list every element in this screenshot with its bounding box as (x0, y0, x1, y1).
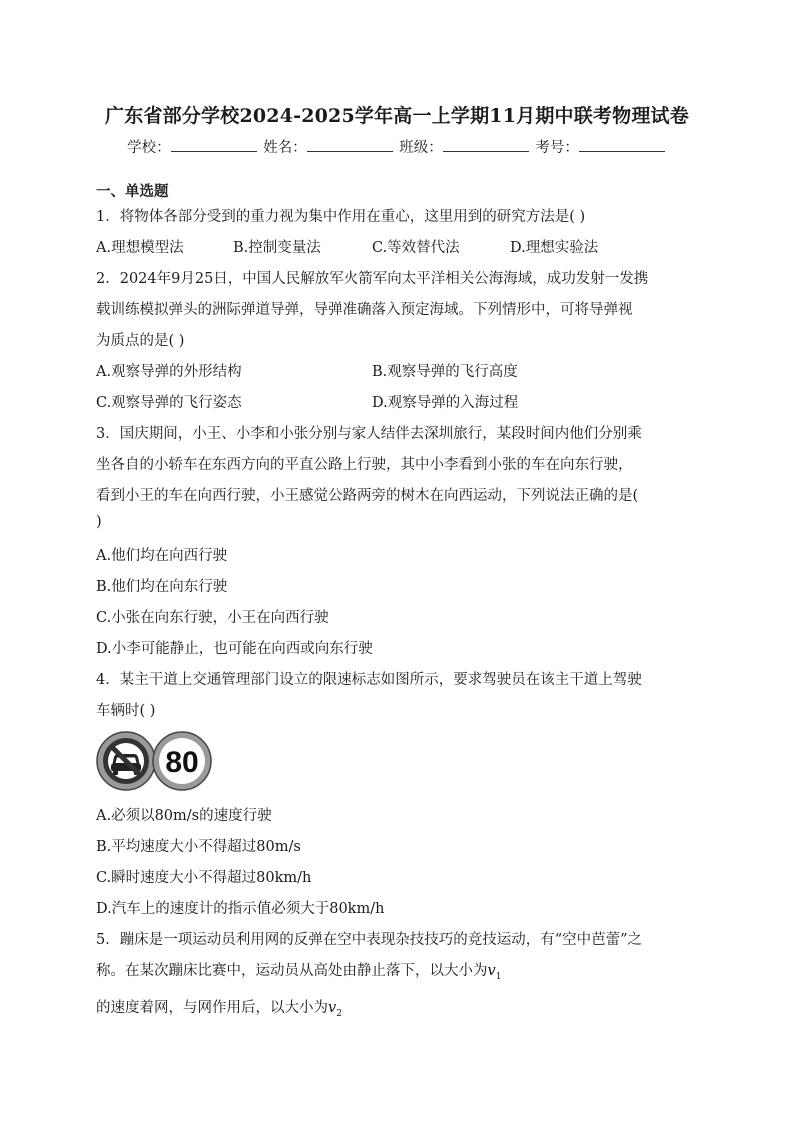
q1-stem: 1．将物体各部分受到的重力视为集中作用在重心，这里用到的研究方法是( ) (96, 209, 586, 225)
q3-line-2: 坐各自的小轿车在东西方向的平直公路上行驶，其中小李看到小张的车在向东行驶， (96, 457, 633, 473)
q3-option-b: B.他们均在向东行驶 (96, 579, 228, 595)
q5-line-2-text: 称。在某次蹦床比赛中，运动员从高处由静止落下，以大小为 (96, 963, 488, 979)
q3-option-a: A.他们均在向西行驶 (96, 548, 228, 564)
q4-option-a: A.必须以80m/s的速度行驶 (96, 808, 272, 824)
q2-option-d: D.观察导弹的入海过程 (372, 395, 519, 411)
q1-option-d: D.理想实验法 (510, 240, 599, 256)
q4-option-c: C.瞬时速度大小不得超过80km/h (96, 870, 312, 886)
q4-line-1: 4．某主干道上交通管理部门设立的限速标志如图所示，要求驾驶员在该主干道上驾驶 (96, 672, 642, 688)
class-blank (443, 138, 529, 152)
q2-line-3: 为质点的是( ) (96, 333, 185, 349)
school-blank (171, 138, 257, 152)
q3-line-3: 看到小王的车在向西行驶，小王感觉公路两旁的树木在向西运动，下列说法正确的是( (96, 488, 639, 504)
q5-v1-subscript: 1 (495, 971, 502, 982)
q1-option-a: A.理想模型法 (96, 240, 184, 256)
number-label: 考号： (535, 140, 579, 156)
speed-limit-sign-icon (153, 732, 211, 790)
class-label: 班级： (399, 140, 443, 156)
traffic-sign-figure (96, 730, 216, 792)
q3-line-4: ) (96, 514, 102, 530)
q3-option-c: C.小张在向东行驶，小王在向西行驶 (96, 610, 329, 626)
no-car-sign-icon (97, 732, 155, 790)
name-blank (307, 138, 393, 152)
q5-v1-symbol: v (487, 963, 496, 979)
q5-v2-symbol: v (328, 1000, 337, 1016)
speed-limit-number: 80 (165, 746, 199, 779)
number-blank (579, 138, 665, 152)
q5-line-1: 5．蹦床是一项运动员利用网的反弹在空中表现杂技技巧的竞技运动，有“空中芭蕾”之 (96, 932, 643, 948)
q2-option-c: C.观察导弹的飞行姿态 (96, 395, 242, 411)
q4-option-d: D.汽车上的速度计的指示值必须大于80km/h (96, 901, 385, 917)
page-title: 广东省部分学校2024-2025学年高一上学期11月期中联考物理试卷 (105, 105, 689, 127)
q2-line-2: 载训练模拟弹头的洲际弹道导弹，导弹准确落入预定海域。下列情形中，可将导弹视 (96, 302, 633, 318)
q1-option-b: B.控制变量法 (233, 240, 321, 256)
q5-line-3 (96, 996, 342, 1019)
q4-line-2: 车辆时( ) (96, 703, 156, 719)
student-info-row (0, 136, 794, 157)
name-label: 姓名： (263, 140, 307, 156)
q2-option-b: B.观察导弹的飞行高度 (372, 364, 518, 380)
q4-option-b: B.平均速度大小不得超过80m/s (96, 839, 301, 855)
section-heading: 一、单选题 (96, 183, 169, 200)
school-label: 学校： (127, 140, 171, 156)
q3-line-1: 3．国庆期间，小王、小李和小张分别与家人结伴去深圳旅行，某段时间内他们分别乘 (96, 426, 642, 442)
q2-option-a: A.观察导弹的外形结构 (96, 364, 242, 380)
q5-line-3-text: 的速度着网，与网作用后，以大小为 (96, 1000, 328, 1016)
speed-limit-signs (96, 730, 216, 792)
q2-line-1: 2．2024年9月25日，中国人民解放军火箭军向太平洋相关公海海域，成功发射一发携 (96, 271, 649, 287)
q1-option-c: C.等效替代法 (372, 240, 460, 256)
q5-v2-subscript: 2 (336, 1008, 342, 1019)
q3-option-d: D.小李可能静止，也可能在向西或向东行驶 (96, 641, 373, 657)
q5-line-2 (96, 959, 501, 982)
